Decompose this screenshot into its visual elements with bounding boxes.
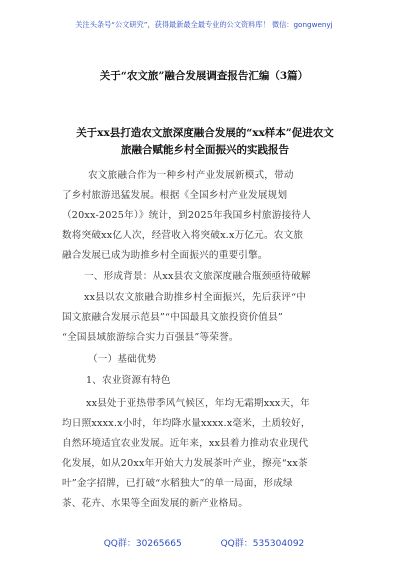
footer-contact [0, 536, 408, 549]
paragraph-line: xx县以农文旅融合助推乡村全面振兴，先后获评“中 [84, 292, 306, 303]
paragraph-line: 自然环境适宜农业发展。近年来，xx县着力推动农业现代 [62, 438, 309, 449]
subsection-heading: （一）基础优势 [88, 354, 157, 365]
paragraph-line: 国文旅融合发展示范县”“中国最具文旅投资价值县” [62, 312, 283, 323]
paragraph-line: （20xx-2025年）》统计，到2025年我国乡村旅游接待人 [62, 210, 312, 221]
document-title: 关于“农文旅”融合发展调查报告汇编（3篇） [99, 70, 309, 82]
paragraph-line: 数将突破xx亿人次，经营收入将突破x.x万亿元。农文旅 [62, 230, 304, 241]
article-title-line-1: 关于xx县打造农文旅深度融合发展的“xx样本”促进农文 [76, 127, 334, 139]
paragraph-line: 融合发展已成为助推乡村全面振兴的重要引擎。 [62, 250, 268, 261]
paragraph-line: “全国县域旅游综合实力百强县”等荣誉。 [62, 332, 239, 343]
header-banner: 关注头条号“公文研究”，获得最新最全最专业的公文资料库！ 微信：gongwenyj [75, 20, 333, 29]
paragraph-line: 均日照xxxx.x小时，年均降水量xxxx.x毫米，土质较好， [62, 418, 311, 429]
paragraph-line: 叶”金字招牌，已打破“水稻独大”的单一局面，形成绿 [62, 478, 293, 489]
paragraph-line: 化发展，如从20xx年开始大力发展茶叶产业，擦亮“xx茶 [62, 458, 308, 469]
paragraph-line: 了乡村旅游迅猛发展。根据《全国乡村产业发展规划 [62, 190, 288, 201]
subsection-heading: 1、农业资源有特色 [86, 375, 171, 386]
paragraph-line: xx县处于亚热带季风气候区，年均无霜期xxx天，年 [86, 398, 310, 409]
section-heading: 一、形成背景：从xx县农文旅深度融合瓶颈亟待破解 [84, 271, 311, 282]
article-title-line-2: 旅融合赋能乡村全面振兴的实践报告 [121, 144, 289, 156]
paragraph-line: 农文旅融合作为一种乡村产业发展新模式，带动 [88, 170, 294, 181]
qq-group-2: QQ群：535304092 [220, 539, 305, 549]
qq-group-1: QQ群：30265665 [103, 539, 182, 549]
paragraph-line: 茶、花卉、水果等全面发展的新产业格局。 [62, 498, 249, 509]
